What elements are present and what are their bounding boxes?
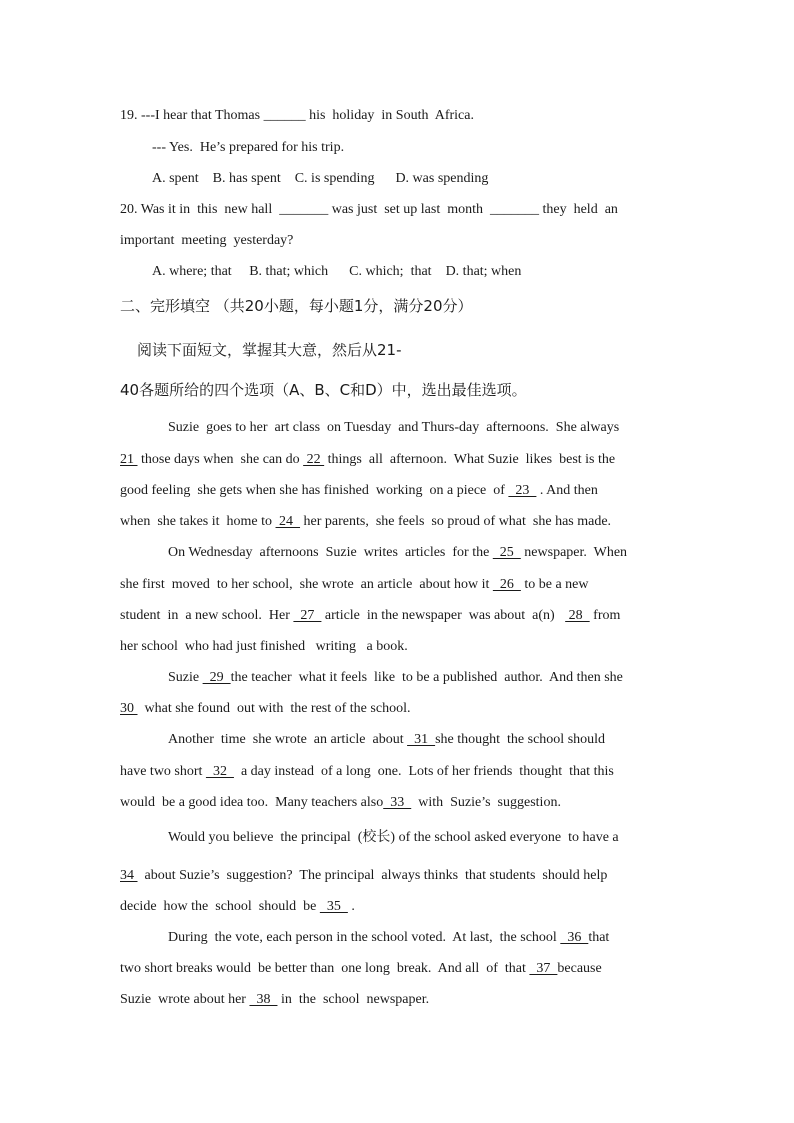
passage-p3-line-1: [168, 669, 623, 687]
passage-text: she thought the school should: [435, 732, 606, 747]
passage-p3-line-2: [120, 700, 410, 718]
blank-number: 25: [492, 545, 521, 560]
section-instruction-1: 阅读下面短文，掌握其大意，然后从21-: [137, 341, 402, 359]
blank-number: 23: [508, 483, 537, 498]
passage-text: Suzie wrote about her: [120, 992, 250, 1007]
passage-p5-line-2: [120, 867, 607, 885]
passage-text: article in the newspaper was about a(n): [321, 608, 566, 623]
passage-text: Another time she wrote an article about: [168, 732, 408, 747]
passage-text: On Wednesday afternoons Suzie writes articles for the: [168, 545, 493, 560]
blank-number: 32: [205, 764, 234, 779]
passage-p4-line-2: [120, 763, 614, 781]
passage-p6-line-3: [120, 991, 429, 1009]
passage-text: good feeling she gets when she has finished working on a piece of: [120, 483, 509, 498]
passage-p1-line-3: [120, 482, 598, 500]
passage-p2-line-4: [120, 638, 408, 656]
blank-number: 35: [319, 899, 348, 914]
passage-p2-line-3: [120, 607, 620, 625]
passage-p1-line-4: [120, 513, 611, 531]
passage-text: decide how the school should be: [120, 899, 320, 914]
blank-number: 27: [293, 608, 322, 623]
passage-text: two short breaks would be better than one long break. And all of that: [120, 961, 530, 976]
blank-number: 26: [492, 577, 521, 592]
passage-p2-line-2: [120, 576, 589, 594]
passage-text: Suzie goes to her art class on Tuesday and Thurs-day afternoons. She always: [168, 420, 620, 435]
blank-number: 29: [202, 670, 231, 685]
passage-text: would be a good idea too. Many teachers also: [120, 795, 384, 810]
passage-text: things all afternoon. What Suzie likes best is the: [324, 452, 616, 467]
passage-text: because: [557, 961, 602, 976]
passage-text: newspaper. When: [520, 545, 628, 560]
passage-text: what she found out with the rest of the school.: [137, 701, 411, 716]
q19-reply: --- Yes. He’s prepared for his trip.: [152, 140, 345, 155]
blank-number: 38: [249, 992, 278, 1007]
blank-number: 36: [560, 930, 589, 945]
section-heading: 二、完形填空 （共20小题，每小题1分，满分20分）: [120, 297, 473, 315]
passage-text: in the school newspaper.: [277, 992, 430, 1007]
blank-number: 24: [275, 514, 301, 529]
q20-stem-cont: important meeting yesterday?: [120, 233, 294, 248]
passage-text: During the vote, each person in the school voted. At last, the school: [168, 930, 561, 945]
passage-p1-line-2: [120, 451, 615, 469]
passage-p6-line-2: [120, 960, 602, 978]
blank-number: 22: [303, 452, 325, 467]
passage-text: with Suzie’s suggestion.: [411, 795, 561, 810]
blank-number: 34: [120, 868, 138, 883]
q19-options: A. spent B. has spent C. is spending D. was spending: [152, 171, 489, 186]
passage-text: .: [347, 899, 355, 914]
passage-text: a day instead of a long one. Lots of her friends thought that this: [233, 764, 614, 779]
q20-options: A. where; that B. that; which C. which; that D. that; when: [152, 264, 522, 279]
passage-p5-line-3: [120, 898, 355, 916]
blank-number: 37: [529, 961, 558, 976]
blank-number: 28: [565, 608, 590, 623]
passage-text: have two short: [120, 764, 206, 779]
blank-number: 31: [407, 732, 436, 747]
passage-text: about Suzie’s suggestion? The principal always thinks that students should help: [137, 868, 608, 883]
section-instruction-2: 40各题所给的四个选项（A、B、C和D）中，选出最佳选项。: [120, 381, 527, 399]
blank-number: 21: [120, 452, 138, 467]
passage-text: she first moved to her school, she wrote an article about how it: [120, 577, 493, 592]
passage-text: those days when she can do: [137, 452, 304, 467]
passage-text: . And then: [536, 483, 598, 498]
passage-text: Suzie: [168, 670, 203, 685]
passage-text: Would you believe the principal (校长) of the school asked everyone to have a: [168, 830, 619, 845]
q20-stem: 20. Was it in this new hall _______ was just set up last month _______ they held an: [120, 202, 618, 217]
passage-text: her school who had just finished writing a book.: [120, 639, 408, 654]
passage-p5-line-1: [168, 829, 619, 847]
passage-text: when she takes it home to: [120, 514, 276, 529]
passage-p4-line-3: [120, 794, 561, 812]
passage-p4-line-1: [168, 731, 605, 749]
passage-text: the teacher what it feels like to be a published author. And then she: [230, 670, 623, 685]
passage-p1-line-1: [168, 419, 619, 437]
passage-text: from: [589, 608, 621, 623]
passage-p2-line-1: [168, 544, 627, 562]
passage-text: that: [588, 930, 610, 945]
passage-text: to be a new: [520, 577, 589, 592]
passage-p6-line-1: [168, 929, 609, 947]
passage-text: her parents, she feels so proud of what she has made.: [300, 514, 612, 529]
q19-stem: 19. ---I hear that Thomas ______ his holiday in South Africa.: [120, 108, 474, 123]
blank-number: 33: [383, 795, 412, 810]
passage-text: student in a new school. Her: [120, 608, 294, 623]
blank-number: 30: [120, 701, 138, 716]
